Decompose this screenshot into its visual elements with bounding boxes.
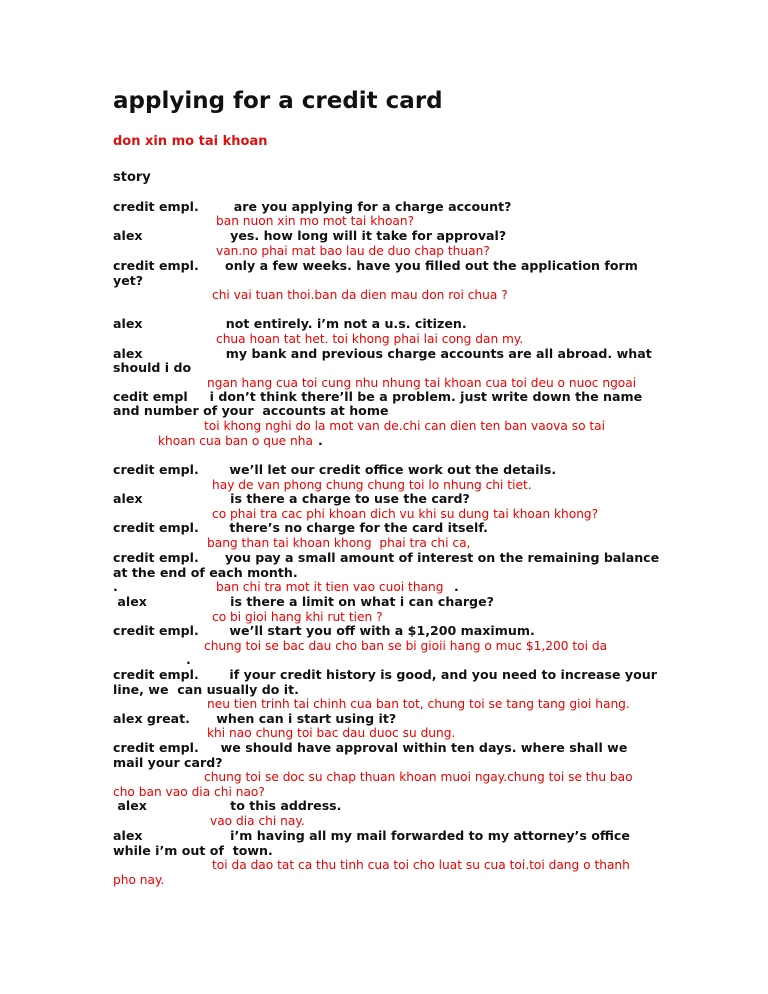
translation-line: khi nao chung toi bac dau duoc su dung. — [207, 726, 456, 740]
translation-line: hay de van phong chung chung toi lo nhung chi tiet. — [212, 478, 532, 492]
dialogue-line: credit empl. only a few weeks. have you filled out the application form — [113, 258, 638, 273]
dialogue-line: mail your card? — [113, 755, 223, 770]
translation-line: toi da dao tat ca thu tinh cua toi cho luat su cua toi.toi dang o thanh — [212, 858, 630, 872]
dialogue-line: . — [454, 579, 459, 594]
dialogue-line: . — [113, 579, 118, 594]
translation-line: neu tien trinh tai chinh cua ban tot, chung toi se tang tang gioi hang. — [207, 697, 630, 711]
translation-line: chua hoan tat het. toi khong phai lai cong dan my. — [216, 332, 524, 346]
translation-line: bang than tai khoan khong phai tra chi ca, — [207, 536, 471, 550]
dialogue-line: . — [186, 652, 191, 667]
translation-line: vao dia chi nay. — [210, 814, 305, 828]
translation-line: ban chi tra mot it tien vao cuoi thang — [216, 580, 444, 594]
translation-line: co phai tra cac phi khoan dich vu khi su dung tai khoan khong? — [212, 507, 599, 521]
document-title: applying for a credit card — [113, 88, 443, 114]
translation-line: toi khong nghi do la mot van de.chi can dien ten ban vaova so tai — [204, 419, 606, 433]
dialogue-line: alex is there a limit on what i can charge? — [113, 594, 494, 609]
dialogue-line: and number of your accounts at home — [113, 403, 389, 418]
section-label: story — [113, 170, 151, 185]
dialogue-line: credit empl. there’s no charge for the card itself. — [113, 520, 488, 535]
dialogue-line: alex yes. how long will it take for approval? — [113, 228, 507, 243]
dialogue-line: credit empl. you pay a small amount of interest on the remaining balance — [113, 550, 660, 565]
dialogue-line: should i do — [113, 360, 192, 375]
dialogue-line: alex is there a charge to use the card? — [113, 491, 470, 506]
dialogue-line: alex great. when can i start using it? — [113, 711, 397, 726]
translation-line: van.no phai mat bao lau de duo chap thuan? — [216, 244, 490, 258]
dialogue-line: line, we can usually do it. — [113, 682, 299, 697]
dialogue-line: . — [318, 433, 323, 448]
dialogue-line: credit empl. we should have approval within ten days. where shall we — [113, 740, 628, 755]
translation-line: cho ban vao dia chi nao? — [113, 785, 265, 799]
translation-line: chung toi se bac dau cho ban se bi gioii hang o muc $1,200 toi da — [204, 639, 608, 653]
dialogue-line: credit empl. are you applying for a charge account? — [113, 199, 512, 214]
dialogue-line: credit empl. we’ll let our credit office work out the details. — [113, 462, 557, 477]
translation-line: co bi gioi hang khi rut tien ? — [212, 610, 383, 624]
dialogue-line: cedit empl i don’t think there’ll be a problem. just write down the name — [113, 389, 643, 404]
dialogue-line: yet? — [113, 273, 144, 288]
translation-line: chung toi se doc su chap thuan khoan muoi ngay.chung toi se thu bao — [204, 770, 633, 784]
translation-line: ngan hang cua toi cung nhu nhung tai khoan cua toi deu o nuoc ngoai — [207, 376, 637, 390]
translation-line: ban nuon xin mo mot tai khoan? — [216, 214, 415, 228]
dialogue-line: alex not entirely. i’m not a u.s. citizen. — [113, 316, 467, 331]
dialogue-line: while i’m out of town. — [113, 843, 273, 858]
dialogue-line: alex i’m having all my mail forwarded to my attorney’s office — [113, 828, 630, 843]
dialogue-line: credit empl. if your credit history is good, and you need to increase your — [113, 667, 657, 682]
translation-line: khoan cua ban o que nha — [158, 434, 313, 448]
dialogue-line: at the end of each month. — [113, 565, 298, 580]
dialogue-line: alex to this address. — [113, 798, 342, 813]
dialogue-line: alex my bank and previous charge accounts are all abroad. what — [113, 346, 652, 361]
translation-line: chi vai tuan thoi.ban da dien mau don roi chua ? — [212, 288, 508, 302]
dialogue-line: credit empl. we’ll start you off with a $1,200 maximum. — [113, 623, 535, 638]
document-subtitle: don xin mo tai khoan — [113, 134, 268, 149]
translation-line: pho nay. — [113, 873, 165, 887]
